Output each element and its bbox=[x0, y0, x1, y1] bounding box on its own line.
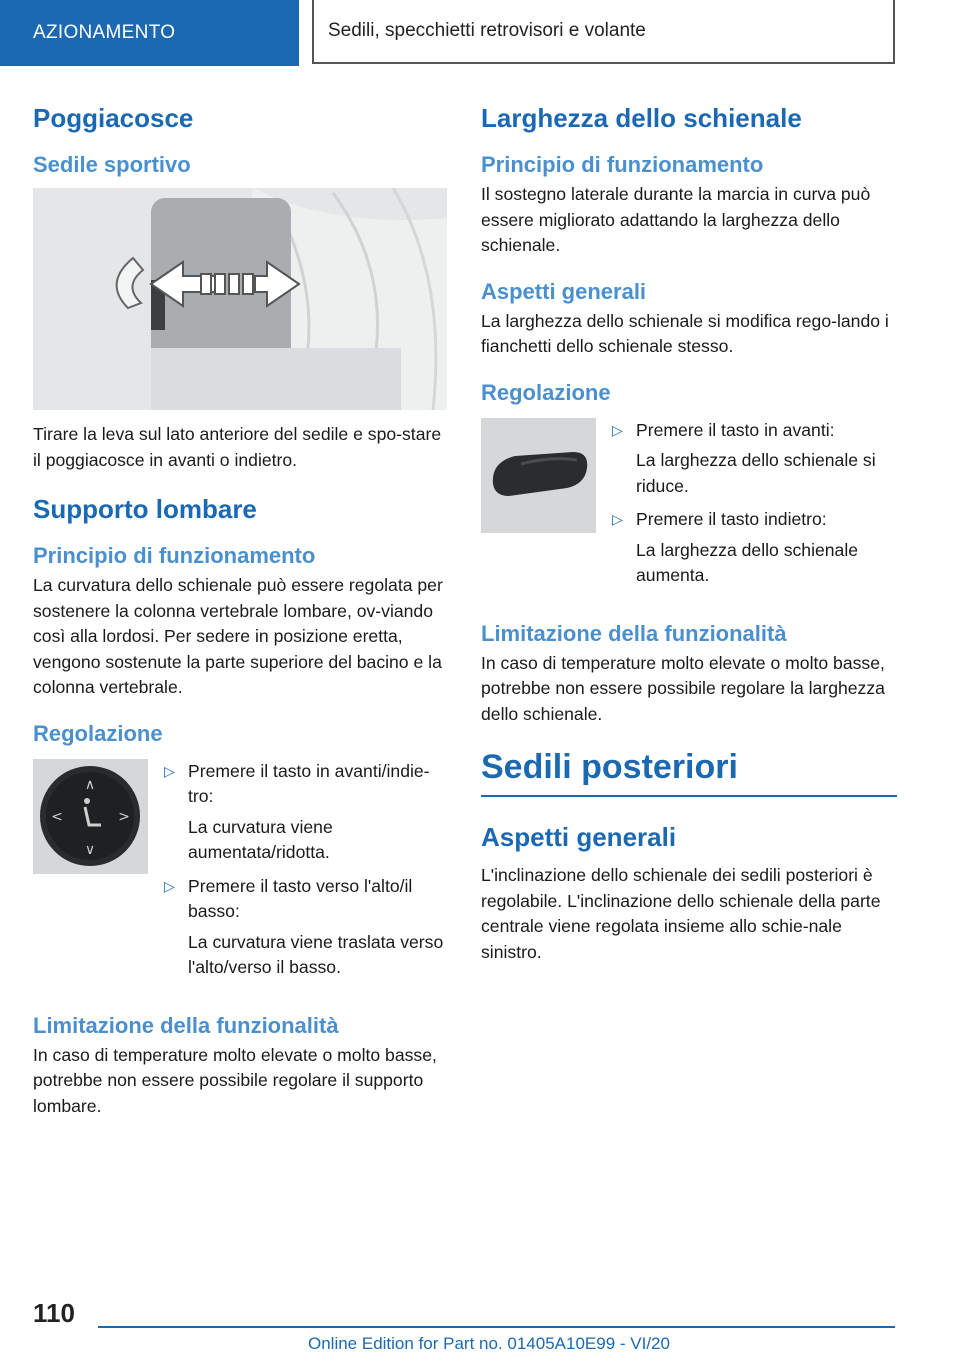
bullet-sub: La larghezza dello schienale aumenta. bbox=[636, 539, 859, 585]
heading-larghezza: Larghezza dello schienale bbox=[481, 103, 802, 133]
left-column bbox=[33, 100, 449, 1137]
heading-limitazione: Limitazione della funzionalità bbox=[33, 1012, 339, 1038]
aspetti-text: La larghezza dello schienale si modifica rego-lando i fianchetti dello schienale stesso. bbox=[481, 310, 889, 356]
heading-poggiacosce: Poggiacosce bbox=[33, 103, 194, 133]
bullet-sub: La larghezza dello schienale si riduce. bbox=[636, 450, 876, 496]
list-item bbox=[610, 418, 897, 508]
limitazione-right-text: In caso di temperature molto elevate o molto basse, potrebbe non essere possibile regolare la larghezza dello schienale. bbox=[481, 652, 885, 724]
regolazione-right-block bbox=[481, 418, 897, 597]
triangle-bullet-icon: ▷ bbox=[164, 877, 175, 894]
bullet-main: Premere il tasto indietro: bbox=[636, 509, 827, 529]
bullet-main: Premere il tasto verso l'alto/il basso: bbox=[188, 875, 413, 921]
chapter-tab[interactable]: AZIONAMENTO bbox=[0, 0, 299, 66]
heading-aspetti: Aspetti generali bbox=[481, 278, 647, 304]
page-header bbox=[0, 0, 960, 66]
thigh-support-illustration bbox=[33, 188, 447, 410]
regolazione-block bbox=[33, 759, 449, 989]
svg-text:>: > bbox=[118, 808, 130, 825]
width-control-button-image bbox=[481, 418, 596, 533]
heading-supporto-lombare: Supporto lombare bbox=[33, 494, 257, 524]
section-title-sedili-posteriori: Sedili posteriori bbox=[481, 745, 897, 797]
principio-right-text: Il sostegno laterale durante la marcia in curva può essere migliorato adattando la larghezza dello schienale. bbox=[481, 184, 871, 255]
heading-limitazione-right: Limitazione della funzionalità bbox=[481, 620, 787, 646]
limitazione-text: In caso di temperature molto elevate o molto basse, potrebbe non essere possibile regolare il supporto lombare. bbox=[33, 1044, 437, 1116]
poggiacosce-text: Tirare la leva sul lato anteriore del sedile e spo-stare il poggiacosce in avanti o indietro. bbox=[33, 424, 442, 470]
triangle-bullet-icon: ▷ bbox=[612, 421, 623, 438]
right-column bbox=[481, 100, 897, 983]
principio-text: La curvatura dello schienale può essere regolata per sostenere la colonna vertebrale lombare, ov-viando così alla lordosi. Per sedere in posizione eretta, vengono sostenute la parte superiore del bacino e la colonna vertebrale. bbox=[33, 575, 443, 697]
bullet-sub: La curvatura viene aumentata/ridotta. bbox=[188, 816, 333, 862]
heading-principio: Principio di funzionamento bbox=[33, 543, 316, 568]
svg-text:<: < bbox=[51, 808, 63, 825]
list-item bbox=[162, 759, 449, 874]
lumbar-control-knob-image bbox=[33, 759, 148, 874]
heading-principio-right: Principio di funzionamento bbox=[481, 152, 764, 177]
triangle-bullet-icon: ▷ bbox=[164, 762, 175, 779]
bullet-main: Premere il tasto in avanti: bbox=[636, 419, 835, 440]
bullet-main: Premere il tasto in avanti/indie-tro: bbox=[188, 760, 430, 806]
heading-sedile-sportivo: Sedile sportivo bbox=[33, 152, 191, 177]
heading-regolazione-right: Regolazione bbox=[481, 379, 611, 405]
list-item bbox=[162, 874, 449, 989]
list-item bbox=[610, 507, 897, 597]
footer-divider bbox=[98, 1326, 895, 1328]
svg-text:∨: ∨ bbox=[84, 841, 96, 858]
svg-text:∧: ∧ bbox=[84, 776, 96, 793]
section-header-title: Sedili, specchietti retrovisori e volante bbox=[312, 0, 895, 64]
page-number: 110 bbox=[33, 1298, 75, 1328]
aspetti2-text: L'inclinazione dello schienale dei sedili posteriori è regolabile. L'inclinazione dello schienale della parte centrale viene regolata insieme allo schie-nale sinistro. bbox=[481, 865, 881, 962]
footer-edition-link[interactable]: Online Edition for Part no. 01405A10E99 - VI/20 bbox=[308, 1334, 670, 1353]
heading-aspetti-generali-2: Aspetti generali bbox=[481, 822, 677, 852]
regolazione-bullets bbox=[162, 759, 449, 989]
regolazione-right-bullets bbox=[610, 418, 897, 597]
bullet-sub: La curvatura viene traslata verso l'alto/verso il basso. bbox=[188, 931, 444, 977]
triangle-bullet-icon: ▷ bbox=[612, 511, 623, 527]
heading-regolazione: Regolazione bbox=[33, 720, 163, 746]
